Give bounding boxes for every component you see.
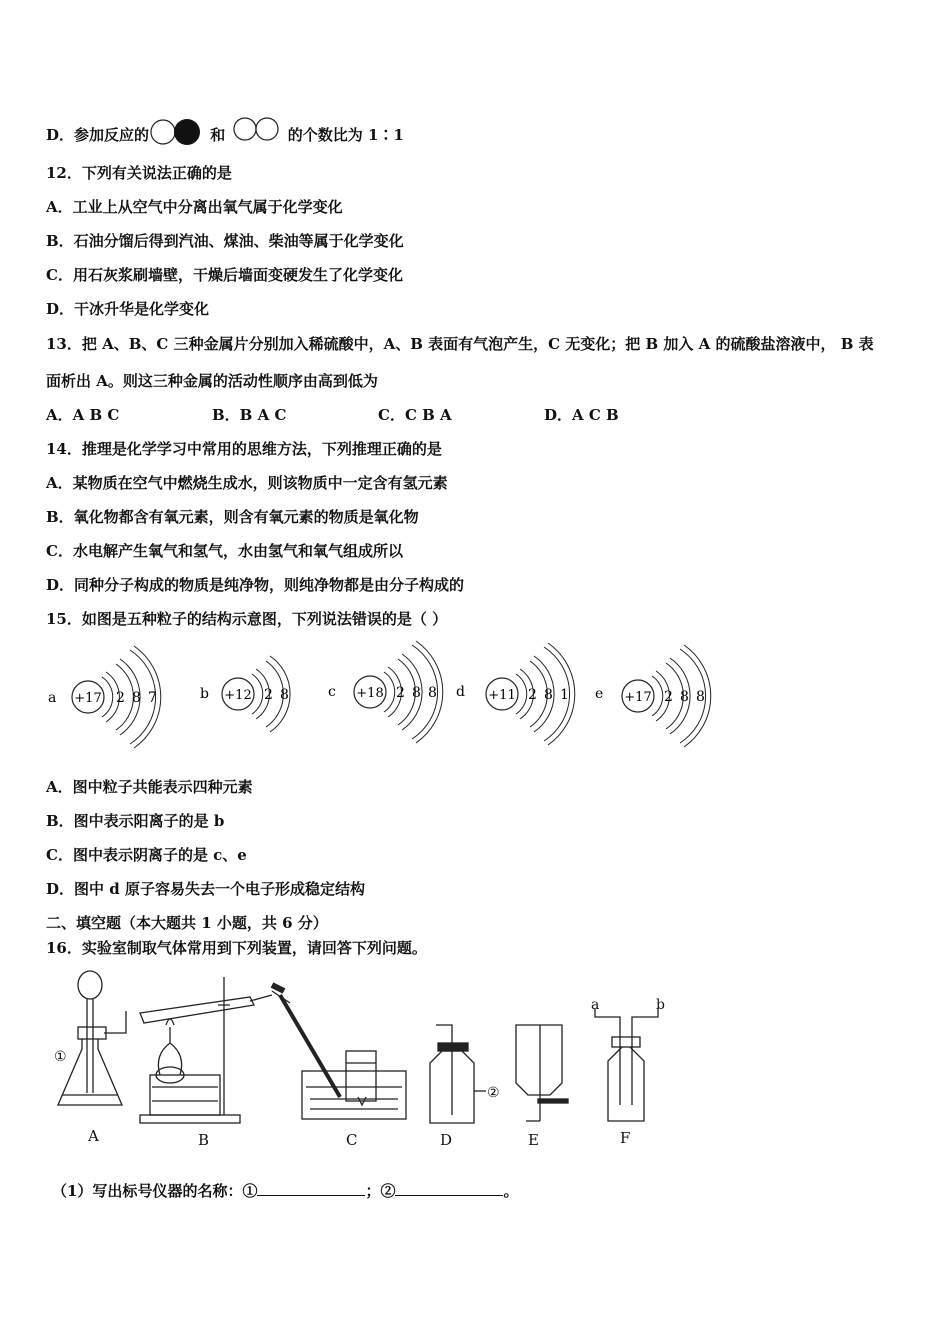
- port-a-label: a: [591, 997, 600, 1013]
- q15-option-c: C．图中表示阴离子的是 c、e: [46, 846, 247, 864]
- particle-d-label: d: [456, 684, 465, 700]
- particle-c-shell-3: 8: [428, 685, 437, 701]
- particle-a-nucleus: +17: [74, 691, 102, 706]
- particle-e-shell-3: 8: [696, 689, 705, 705]
- particle-b-label: b: [200, 686, 209, 702]
- q12-stem: 12．下列有关说法正确的是: [46, 164, 232, 182]
- particle-b-nucleus: +12: [224, 688, 252, 703]
- q14-option-b: B．氧化物都含有氧元素，则含有氧元素的物质是氧化物: [46, 508, 419, 526]
- particle-b: [200, 656, 290, 732]
- q12-option-b: B．石油分馏后得到汽油、煤油、柴油等属于化学变化: [46, 232, 404, 250]
- q15-stem: 15．如图是五种粒子的结构示意图，下列说法错误的是（ ）: [46, 610, 448, 628]
- marker-2: ②: [487, 1085, 500, 1101]
- particle-e-label: e: [595, 686, 604, 702]
- answer-blank-2[interactable]: [395, 1181, 503, 1196]
- apparatus-b: [140, 977, 290, 1149]
- apparatus-c: [272, 985, 406, 1149]
- atomic-structure-diagrams: [40, 640, 720, 750]
- particle-a-shell-1: 2: [116, 690, 125, 706]
- q13-option-b: B．B A C: [212, 406, 287, 424]
- section-2-heading: 二、填空题（本大题共 1 小题，共 6 分）: [46, 914, 328, 932]
- apparatus-a-label: A: [88, 1127, 99, 1145]
- q16-stem: 16．实验室制取气体常用到下列装置，请回答下列问题。: [46, 939, 427, 957]
- particle-d: [456, 643, 575, 745]
- apparatus-b-label: B: [198, 1131, 210, 1149]
- molecule-white-black-icon: [149, 118, 205, 148]
- apparatus-a: [54, 971, 126, 1145]
- q12-option-a: A．工业上从空气中分离出氧气属于化学变化: [46, 198, 343, 216]
- q11-optd-mid: 和: [210, 126, 226, 144]
- lab-apparatus-diagram: [40, 965, 690, 1155]
- particle-a-shell-3: 7: [148, 690, 157, 706]
- q16-sub1-prefix: （1）写出标号仪器的名称：①: [52, 1182, 258, 1200]
- q13-stem-line1: 13．把 A、B、C 三种金属片分别加入稀硫酸中，A、B 表面有气泡产生，C 无变化；把 B 加入 A 的硫酸盐溶液中， B 表: [46, 335, 874, 353]
- answer-blank-1[interactable]: [257, 1181, 365, 1196]
- particle-e: [595, 645, 711, 747]
- apparatus-d: [430, 1025, 500, 1149]
- apparatus-f: [591, 997, 665, 1147]
- apparatus-d-label: D: [440, 1131, 453, 1149]
- particle-b-shell-1: 2: [264, 687, 273, 703]
- apparatus-c-label: C: [346, 1131, 358, 1149]
- particle-b-shell-2: 8: [280, 687, 289, 703]
- q15-option-b: B．图中表示阳离子的是 b: [46, 812, 225, 830]
- q15-option-d: D．图中 d 原子容易失去一个电子形成稳定结构: [46, 880, 365, 898]
- q14-option-a: A．某物质在空气中燃烧生成水，则该物质中一定含有氢元素: [46, 474, 448, 492]
- q16-sub1-end: 。: [503, 1182, 519, 1200]
- q13-option-a: A．A B C: [46, 406, 120, 424]
- apparatus-e-label: E: [528, 1131, 539, 1149]
- particle-d-shell-3: 1: [560, 687, 569, 703]
- particle-e-shell-2: 8: [680, 689, 689, 705]
- particle-a-shell-2: 8: [132, 690, 141, 706]
- q11-option-d: [46, 116, 404, 148]
- marker-1: ①: [54, 1049, 67, 1065]
- q16-sub1: [52, 1180, 518, 1201]
- particle-d-shell-2: 8: [544, 687, 553, 703]
- q11-optd-suffix: 的个数比为 1∶1: [287, 126, 404, 144]
- q16-sub1-sep: ；②: [365, 1182, 396, 1200]
- particle-d-nucleus: +11: [488, 688, 516, 703]
- q15-option-a: A．图中粒子共能表示四种元素: [46, 778, 253, 796]
- q12-option-c: C．用石灰浆刷墙壁，干燥后墙面变硬发生了化学变化: [46, 266, 403, 284]
- q13-stem-line2: 面析出 A。则这三种金属的活动性顺序由高到低为: [46, 372, 378, 390]
- apparatus-f-label: F: [620, 1129, 631, 1147]
- molecule-white-white-icon: [231, 116, 283, 146]
- particle-a-label: a: [48, 690, 57, 706]
- particle-e-nucleus: +17: [624, 690, 652, 705]
- particle-c-shell-1: 2: [396, 685, 405, 701]
- q14-option-c: C．水电解产生氧气和氢气，水由氢气和氧气组成所以: [46, 542, 403, 560]
- particle-c-nucleus: +18: [356, 686, 384, 701]
- particle-c-shell-2: 8: [412, 685, 421, 701]
- particle-d-shell-1: 2: [528, 687, 537, 703]
- q14-stem: 14．推理是化学学习中常用的思维方法，下列推理正确的是: [46, 440, 442, 458]
- q11-optd-prefix: D．参加反应的: [46, 126, 150, 144]
- particle-c-label: c: [328, 684, 336, 700]
- particle-e-shell-1: 2: [664, 689, 673, 705]
- particle-a: [48, 646, 161, 748]
- particle-c: [328, 641, 443, 743]
- port-b-label: b: [656, 997, 665, 1013]
- q14-option-d: D．同种分子构成的物质是纯净物，则纯净物都是由分子构成的: [46, 576, 465, 594]
- q12-option-d: D．干冰升华是化学变化: [46, 300, 210, 318]
- q13-option-c: C．C B A: [378, 406, 452, 424]
- apparatus-e: [516, 1025, 568, 1149]
- q13-option-d: D．A C B: [544, 406, 619, 424]
